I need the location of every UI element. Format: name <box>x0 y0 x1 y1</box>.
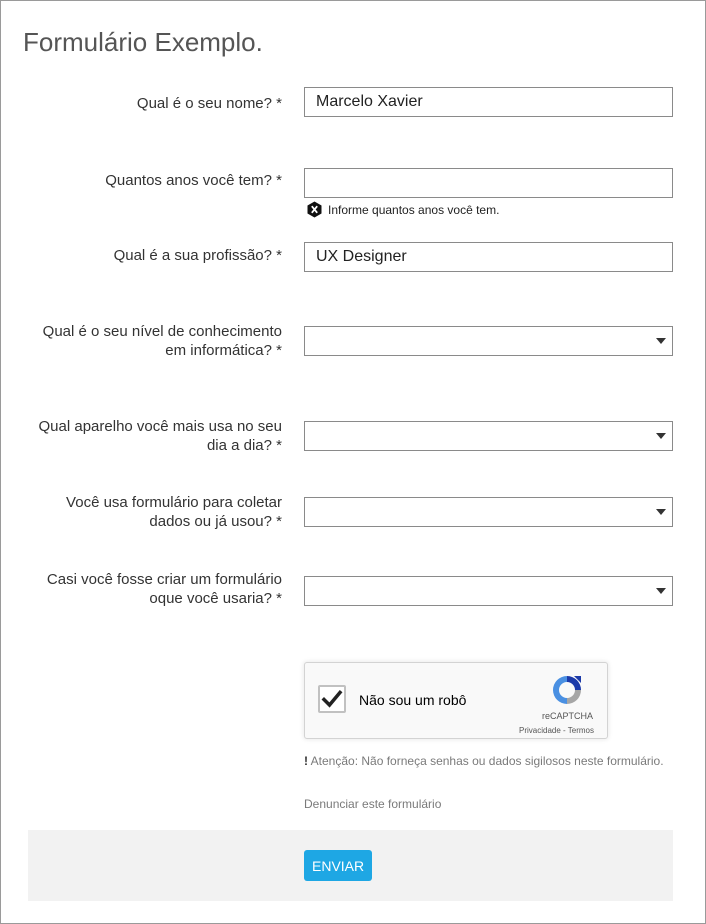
privacy-notice-text: Atenção: Não forneça senhas ou dados sigilosos neste formulário. <box>308 754 664 768</box>
report-form-link[interactable]: Denunciar este formulário <box>304 797 442 811</box>
privacy-notice <box>304 754 664 768</box>
recaptcha-terms-link[interactable]: Termos <box>567 726 594 735</box>
form-tool-label-line1: Casi você fosse criar um formulário <box>46 571 282 588</box>
checkmark-icon <box>321 688 343 710</box>
profession-label: Qual é a sua profissão? * <box>113 247 282 264</box>
warning-mark: ! <box>304 754 308 768</box>
name-label: Qual é o seu nome? * <box>136 95 282 112</box>
recaptcha-brand: reCAPTCHA <box>541 711 593 721</box>
chevron-down-icon <box>656 588 666 594</box>
recaptcha-privacy-link[interactable]: Privacidade <box>518 726 561 735</box>
error-x-icon <box>306 201 323 218</box>
chevron-down-icon <box>656 338 666 344</box>
age-error-message <box>306 200 499 218</box>
recaptcha-checkbox[interactable] <box>318 685 346 713</box>
device-label-line2: dia a dia? * <box>206 437 282 454</box>
form-tool-label <box>12 570 282 608</box>
knowledge-label-line1: Qual é o seu nível de conhecimento <box>42 323 282 340</box>
age-input[interactable] <box>304 168 673 198</box>
profession-input[interactable] <box>304 242 673 272</box>
knowledge-label-line2: em informática? * <box>165 342 282 359</box>
form-tool-label-line2: oque você usaria? * <box>149 590 282 607</box>
age-error-text: Informe quantos anos você tem. <box>328 202 500 217</box>
recaptcha-links <box>519 726 594 735</box>
age-label: Quantos anos você tem? * <box>105 172 282 189</box>
device-label <box>12 417 282 455</box>
form-usage-select[interactable] <box>304 497 673 527</box>
form-usage-label <box>12 493 282 531</box>
knowledge-select[interactable] <box>304 326 673 356</box>
recaptcha-widget <box>304 662 608 739</box>
form-tool-select[interactable] <box>304 576 673 606</box>
name-input[interactable] <box>304 87 673 117</box>
chevron-down-icon <box>656 433 666 439</box>
recaptcha-label: Não sou um robô <box>359 692 467 708</box>
form-usage-label-line2: dados ou já usou? * <box>149 513 282 530</box>
form-usage-label-line1: Você usa formulário para coletar <box>66 494 282 511</box>
knowledge-label <box>12 322 282 360</box>
chevron-down-icon <box>656 509 666 515</box>
form-title: Formulário Exemplo. <box>23 27 263 57</box>
submit-button[interactable]: ENVIAR <box>304 850 372 881</box>
recaptcha-separator: - <box>560 726 568 735</box>
recaptcha-logo-icon <box>550 673 584 707</box>
form-footer <box>28 830 673 901</box>
device-label-line1: Qual aparelho você mais usa no seu <box>38 418 282 435</box>
device-select[interactable] <box>304 421 673 451</box>
